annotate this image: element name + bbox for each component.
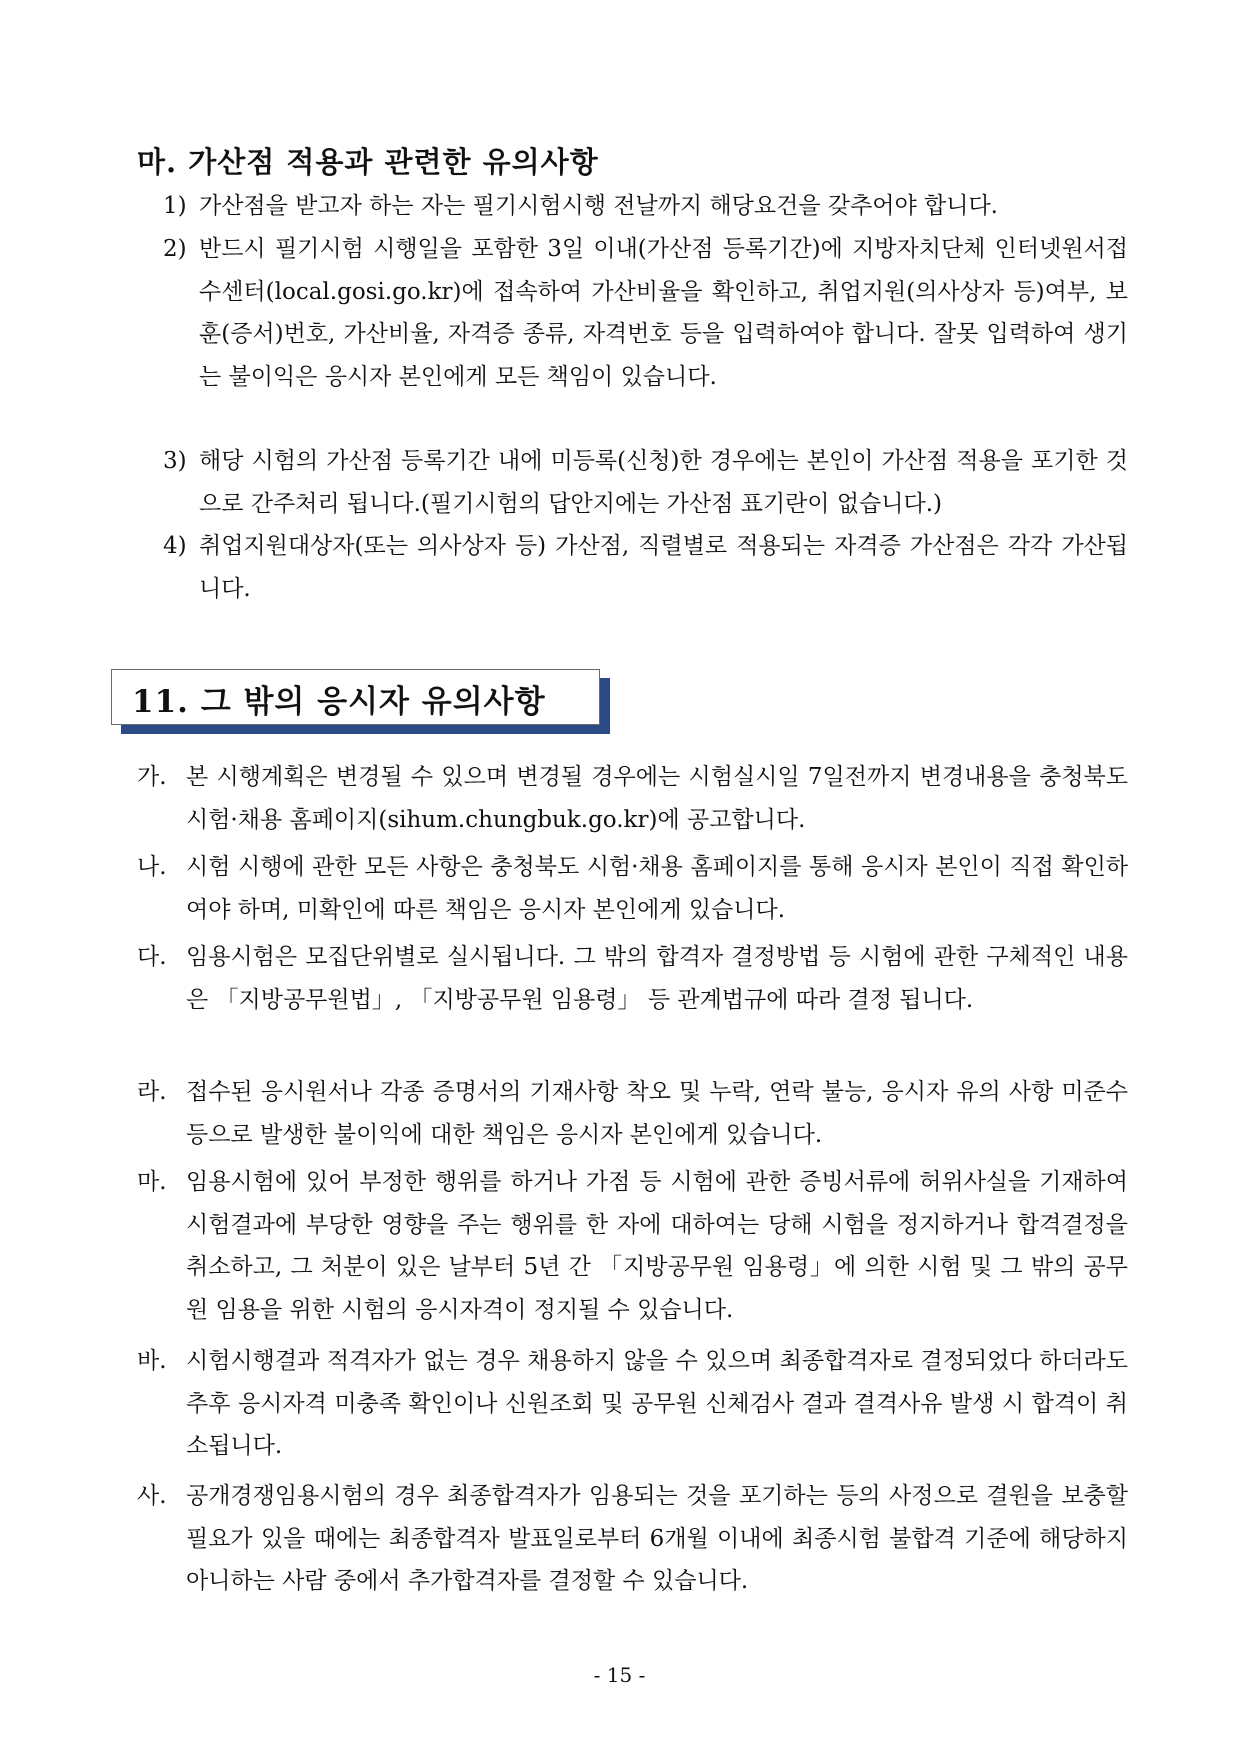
list-item (163, 440, 1128, 525)
list-item (163, 228, 1128, 398)
section-title: 11. 그 밖의 응시자 유의사항 (132, 684, 546, 720)
list-item (137, 1340, 1128, 1468)
list-item-text: 반드시 필기시험 시행일을 포함한 3일 이내(가산점 등록기간)에 지방자치단체 인터넷원서접수센터(local.gosi.go.kr)에 접속하여 가산비율을 확인하고, 취업지원(의사상자 등)여부, 보훈(증서)번호, 가산비율, 자격증 종류, 자격번호 등을 입력하여야 합니다. 잘못 입력하여 생기는 불이익은 응시자 본인에게 모든 책임이 있습니다. (199, 236, 1128, 390)
list-item-text: 본 시행계획은 변경될 수 있으며 변경될 경우에는 시험실시일 7일전까지 변경내용을 충청북도 시험·채용 홈페이지(sihum.chungbuk.go.kr)에 공고합니다. (186, 764, 1128, 833)
list-item-marker: 마. (137, 1169, 167, 1195)
list-item-marker: 가. (137, 764, 167, 790)
list-item (137, 1071, 1128, 1156)
list-item-marker: 4) (163, 533, 187, 559)
list-item (163, 525, 1128, 610)
page-number: - 15 - (593, 1663, 646, 1687)
list-item (163, 185, 1128, 228)
list-item (137, 936, 1128, 1021)
list-item-text: 공개경쟁임용시험의 경우 최종합격자가 임용되는 것을 포기하는 등의 사정으로 결원을 보충할 필요가 있을 때에는 최종합격자 발표일로부터 6개월 이내에 최종시험 불합격 기준에 해당하지 아니하는 사람 중에서 추가합격자를 결정할 수 있습니다. (186, 1483, 1128, 1594)
list-item (137, 1475, 1128, 1603)
list-item-marker: 2) (163, 236, 187, 262)
list-item-marker: 1) (163, 193, 187, 219)
list-item-marker: 나. (137, 854, 167, 880)
section-title-box (111, 669, 600, 725)
section-heading-ma: 마. 가산점 적용과 관련한 유의사항 (137, 145, 599, 179)
list-item-text: 접수된 응시원서나 각종 증명서의 기재사항 착오 및 누락, 연락 불능, 응시자 유의 사항 미준수 등으로 발생한 불이익에 대한 책임은 응시자 본인에게 있습니다. (186, 1079, 1128, 1148)
list-item-marker: 라. (137, 1079, 167, 1105)
list-item-text: 시험 시행에 관한 모든 사항은 충청북도 시험·채용 홈페이지를 통해 응시자 본인이 직접 확인하여야 하며, 미확인에 따른 책임은 응시자 본인에게 있습니다. (186, 854, 1128, 923)
list-item-marker: 다. (137, 944, 167, 970)
list-item-marker: 3) (163, 448, 187, 474)
list-item (137, 1161, 1128, 1331)
title-box-frame (111, 669, 600, 725)
list-item-marker: 바. (137, 1348, 167, 1374)
list-item-text: 취업지원대상자(또는 의사상자 등) 가산점, 직렬별로 적용되는 자격증 가산점은 각각 가산됩니다. (199, 533, 1128, 602)
list-item-text: 가산점을 받고자 하는 자는 필기시험시행 전날까지 해당요건을 갖추어야 합니다. (199, 193, 998, 219)
list-item-text: 시험시행결과 적격자가 없는 경우 채용하지 않을 수 있으며 최종합격자로 결정되었다 하더라도 추후 응시자격 미충족 확인이나 신원조회 및 공무원 신체검사 결과 결격사유 발생 시 합격이 취소됩니다. (186, 1348, 1128, 1459)
list-item-text: 임용시험은 모집단위별로 실시됩니다. 그 밖의 합격자 결정방법 등 시험에 관한 구체적인 내용은 「지방공무원법」, 「지방공무원 임용령」 등 관계법규에 따라 결정 됩니다. (186, 944, 1128, 1013)
list-item (137, 846, 1128, 931)
list-item-text: 해당 시험의 가산점 등록기간 내에 미등록(신청)한 경우에는 본인이 가산점 적용을 포기한 것으로 간주처리 됩니다.(필기시험의 답안지에는 가산점 표기란이 없습니다.) (199, 448, 1128, 517)
list-item-marker: 사. (137, 1483, 167, 1509)
list-item-text: 임용시험에 있어 부정한 행위를 하거나 가점 등 시험에 관한 증빙서류에 허위사실을 기재하여 시험결과에 부당한 영향을 주는 행위를 한 자에 대하여는 당해 시험을 정지하거나 합격결정을 취소하고, 그 처분이 있은 날부터 5년 간 「지방공무원 임용령」에 의한 시험 및 그 밖의 공무원 임용을 위한 시험의 응시자격이 정지될 수 있습니다. (186, 1169, 1128, 1323)
list-item (137, 756, 1128, 841)
